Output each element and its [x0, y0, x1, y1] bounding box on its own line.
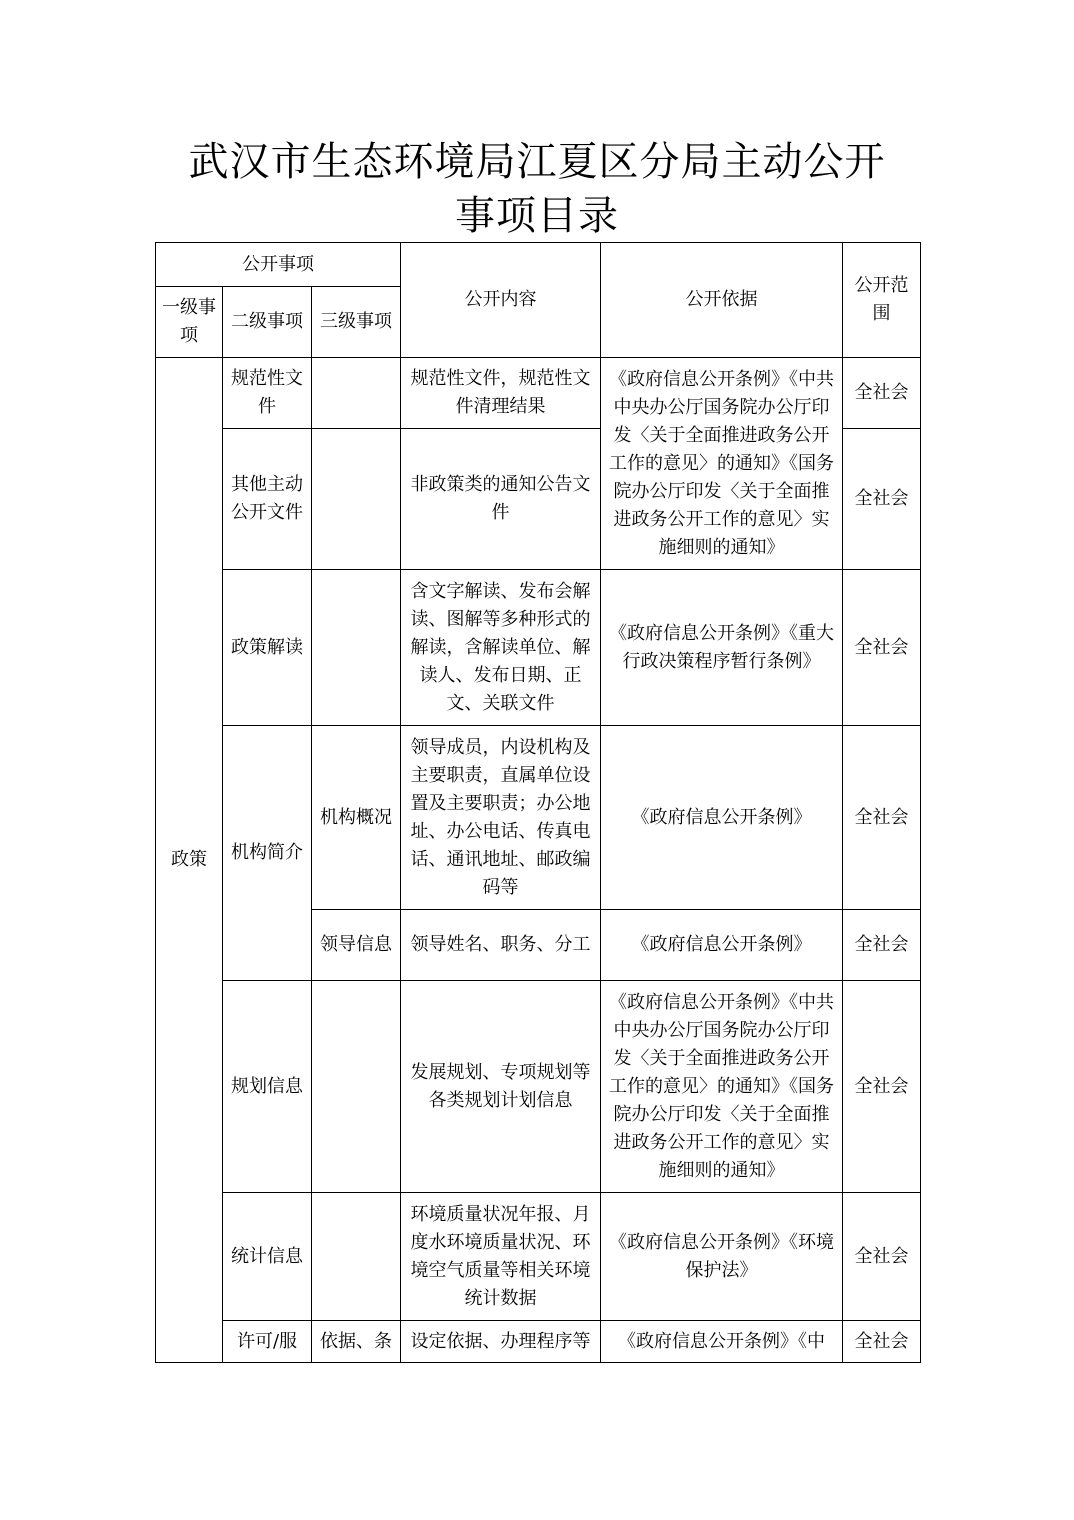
page-title-line-2: 事项目录 [455, 193, 619, 239]
scope-cell: 全社会 [843, 910, 921, 981]
level-3-cell [312, 358, 401, 429]
scope-cell: 全社会 [843, 1321, 921, 1363]
table-row [156, 726, 921, 910]
level-3-cell [312, 981, 401, 1193]
level-3-cell: 机构概况 [312, 726, 401, 910]
scope-cell: 全社会 [843, 726, 921, 910]
basis-cell: 《政府信息公开条例》《中共中央办公厅国务院办公厅印发〈关于全面推进政务公开工作的意见〉的通知》《国务院办公厅印发〈关于全面推进政务公开工作的意见〉实施细则的通知》 [601, 981, 843, 1193]
basis-cell: 《政府信息公开条例》《环境保护法》 [601, 1193, 843, 1321]
table-row [156, 1193, 921, 1321]
scope-cell: 全社会 [843, 570, 921, 726]
level-2-cell: 规划信息 [223, 981, 312, 1193]
content-cell: 设定依据、办理程序等 [401, 1321, 601, 1363]
header-disclosure-items: 公开事项 [156, 243, 401, 287]
level-2-cell: 其他主动公开文件 [223, 429, 312, 570]
basis-cell: 《政府信息公开条例》《中 [601, 1321, 843, 1363]
basis-cell-shared: 《政府信息公开条例》《中共中央办公厅国务院办公厅印发〈关于全面推进政务公开工作的意见〉的通知》《国务院办公厅印发〈关于全面推进政务公开工作的意见〉实施细则的通知》 [601, 358, 843, 570]
content-cell: 规范性文件，规范性文件清理结果 [401, 358, 601, 429]
level-3-cell: 领导信息 [312, 910, 401, 981]
level-2-cell: 统计信息 [223, 1193, 312, 1321]
level-3-cell [312, 1193, 401, 1321]
table-row [156, 1321, 921, 1363]
content-cell: 领导姓名、职务、分工 [401, 910, 601, 981]
content-cell: 含文字解读、发布会解读、图解等多种形式的解读，含解读单位、解读人、发布日期、正文、关联文件 [401, 570, 601, 726]
basis-cell: 《政府信息公开条例》《重大行政决策程序暂行条例》 [601, 570, 843, 726]
level-3-cell [312, 429, 401, 570]
level-1-policy: 政策 [156, 358, 223, 1363]
content-cell: 环境质量状况年报、月度水环境质量状况、环境空气质量等相关环境统计数据 [401, 1193, 601, 1321]
header-scope: 公开范围 [843, 243, 921, 358]
level-2-cell: 机构简介 [223, 726, 312, 981]
disclosure-catalog-table [155, 242, 921, 1363]
scope-cell: 全社会 [843, 429, 921, 570]
table-row [156, 981, 921, 1193]
scope-cell: 全社会 [843, 981, 921, 1193]
level-2-cell: 许可/服 [223, 1321, 312, 1363]
table-row [156, 570, 921, 726]
level-3-cell: 依据、条 [312, 1321, 401, 1363]
level-2-cell: 规范性文件 [223, 358, 312, 429]
scope-cell: 全社会 [843, 1193, 921, 1321]
header-content: 公开内容 [401, 243, 601, 358]
page-title-line-1: 武汉市生态环境局江夏区分局主动公开 [188, 139, 886, 185]
content-cell: 发展规划、专项规划等各类规划计划信息 [401, 981, 601, 1193]
scope-cell: 全社会 [843, 358, 921, 429]
level-2-cell: 政策解读 [223, 570, 312, 726]
basis-cell: 《政府信息公开条例》 [601, 726, 843, 910]
content-cell: 非政策类的通知公告文件 [401, 429, 601, 570]
header-level-3: 三级事项 [312, 287, 401, 358]
header-level-1: 一级事项 [156, 287, 223, 358]
basis-cell: 《政府信息公开条例》 [601, 910, 843, 981]
content-cell: 领导成员，内设机构及主要职责，直属单位设置及主要职责；办公地址、办公电话、传真电话、通讯地址、邮政编码等 [401, 726, 601, 910]
header-basis: 公开依据 [601, 243, 843, 358]
header-row-1 [156, 243, 921, 287]
header-level-2: 二级事项 [223, 287, 312, 358]
table-row [156, 358, 921, 429]
level-3-cell [312, 570, 401, 726]
